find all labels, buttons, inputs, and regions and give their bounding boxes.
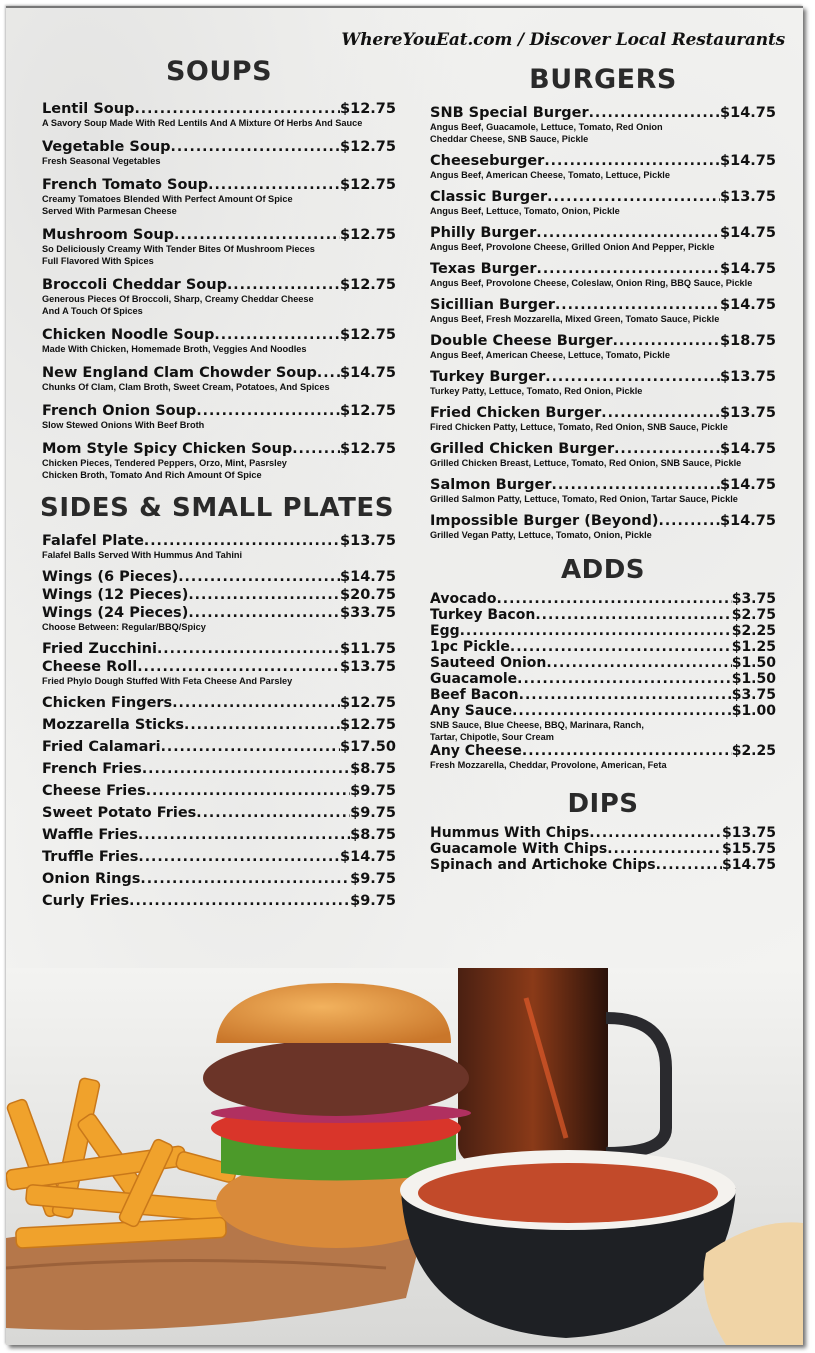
- menu-item-row: [430, 105, 776, 121]
- dot-leader: [317, 365, 340, 381]
- dot-leader: [547, 189, 720, 205]
- dot-leader: [157, 641, 340, 657]
- item-name: Curly Fries: [42, 893, 130, 909]
- item-description: Angus Beef, Fresh Mozzarella, Mixed Green, Tomato Sauce, Pickle: [430, 314, 720, 324]
- item-name: Wings (24 Pieces): [42, 605, 189, 621]
- dot-leader: [161, 739, 340, 755]
- menu-item-row: [42, 659, 396, 675]
- item-description: Chunks Of Clam, Clam Broth, Sweet Cream, Potatoes, And Spices: [42, 382, 330, 392]
- item-name: Impossible Burger (Beyond): [430, 513, 659, 529]
- item-price: $2.25: [731, 743, 776, 759]
- dot-leader: [208, 177, 340, 193]
- dot-leader: [214, 327, 340, 343]
- item-name: Vegetable Soup: [42, 139, 171, 155]
- dot-leader: [144, 533, 340, 549]
- item-price: $1.50: [731, 671, 776, 687]
- menu-item: [42, 277, 396, 317]
- dot-leader: [659, 513, 721, 529]
- menu-item: [430, 369, 776, 397]
- menu-item: [430, 703, 776, 743]
- item-name: Wings (12 Pieces): [42, 587, 189, 603]
- item-price: $9.75: [350, 893, 396, 909]
- menu-item-row: [430, 441, 776, 457]
- menu-item-row: [430, 671, 776, 687]
- item-description: Fried Phylo Dough Stuffed With Feta Cheese And Parsley: [42, 676, 293, 686]
- item-price: $14.75: [720, 261, 776, 277]
- menu-item: [42, 177, 396, 217]
- menu-item-row: [42, 695, 396, 711]
- menu-item: [430, 441, 776, 469]
- menu-item: [42, 533, 396, 561]
- item-price: $3.75: [731, 687, 776, 703]
- item-price: $13.75: [340, 659, 396, 675]
- dot-leader: [134, 101, 340, 117]
- menu-item-row: [42, 403, 396, 419]
- dot-leader: [146, 783, 350, 799]
- item-description: Choose Between: Regular/BBQ/Spicy: [42, 622, 206, 632]
- menu-item: [42, 403, 396, 431]
- dips-title: DIPS: [567, 789, 639, 819]
- item-name: Onion Rings: [42, 871, 141, 887]
- dot-leader: [460, 623, 732, 639]
- item-description: Grilled Chicken Breast, Lettuce, Tomato, Red Onion, SNB Sauce, Pickle: [430, 458, 742, 468]
- dot-leader: [142, 761, 350, 777]
- dot-leader: [614, 441, 720, 457]
- menu-item: [42, 805, 396, 821]
- item-description: Angus Beef, Provolone Cheese, Coleslaw, Onion Ring, BBQ Sauce, Pickle: [430, 278, 753, 288]
- sides-list: [42, 533, 396, 909]
- dot-leader: [613, 333, 720, 349]
- menu-item-row: [42, 327, 396, 343]
- menu-item-row: [42, 441, 396, 457]
- item-name: SNB Special Burger: [430, 105, 589, 121]
- menu-item: [42, 783, 396, 799]
- item-name: Fried Chicken Burger: [430, 405, 602, 421]
- item-description: Angus Beef, American Cheese, Tomato, Lettuce, Pickle: [430, 170, 670, 180]
- menu-item-row: [430, 655, 776, 671]
- item-description: Chicken Pieces, Tendered Peppers, Orzo, Mint, Pasrsley: [42, 458, 287, 468]
- item-price: $12.75: [340, 327, 396, 343]
- item-name: Salmon Burger: [430, 477, 552, 493]
- item-description: Grilled Salmon Patty, Lettuce, Tomato, Red Onion, Tartar Sauce, Pickle: [430, 494, 738, 504]
- item-price: $13.75: [340, 533, 396, 549]
- menu-item-row: [430, 687, 776, 703]
- menu-item-row: [42, 739, 396, 755]
- item-price: $12.75: [340, 403, 396, 419]
- item-price: $9.75: [350, 871, 396, 887]
- dot-leader: [537, 261, 721, 277]
- item-name: Any Sauce: [430, 703, 513, 719]
- menu-item-row: [42, 761, 396, 777]
- item-description: Full Flavored With Spices: [42, 256, 154, 266]
- item-price: $1.00: [731, 703, 776, 719]
- menu-item: [430, 261, 776, 289]
- item-description: Grilled Vegan Patty, Lettuce, Tomato, Onion, Pickle: [430, 530, 652, 540]
- menu-item: [42, 659, 396, 687]
- dot-leader: [519, 687, 732, 703]
- dot-leader: [188, 605, 340, 621]
- menu-item-row: [430, 261, 776, 277]
- item-name: Chicken Noodle Soup: [42, 327, 215, 343]
- dot-leader: [545, 369, 720, 385]
- menu-item-row: [42, 277, 396, 293]
- menu-item-row: [42, 827, 396, 843]
- menu-item: [430, 189, 776, 217]
- menu-item: [42, 227, 396, 267]
- food-photo: [6, 968, 803, 1345]
- item-name: Truffle Fries: [42, 849, 139, 865]
- menu-item: [42, 569, 396, 585]
- dot-leader: [656, 857, 722, 873]
- adds-title: ADDS: [560, 555, 645, 585]
- item-name: Fried Zucchini: [42, 641, 157, 657]
- menu-item-row: [430, 477, 776, 493]
- dot-leader: [227, 277, 340, 293]
- item-price: $2.75: [731, 607, 776, 623]
- item-description: So Deliciously Creamy With Tender Bites Of Mushroom Pieces: [42, 244, 315, 254]
- menu-item: [430, 825, 776, 841]
- menu-item-row: [430, 703, 776, 719]
- menu-item: [42, 587, 396, 603]
- menu-item-row: [42, 871, 396, 887]
- item-description: Angus Beef, Guacamole, Lettuce, Tomato, Red Onion: [430, 122, 663, 132]
- menu-item-row: [430, 225, 776, 241]
- dot-leader: [196, 403, 340, 419]
- left-column: [42, 56, 396, 915]
- item-description: A Savory Soup Made With Red Lentils And A Mixture Of Herbs And Sauce: [42, 118, 363, 128]
- menu-item: [430, 591, 776, 607]
- menu-item-row: [430, 639, 776, 655]
- menu-item-row: [42, 365, 396, 381]
- menu-item-row: [430, 369, 776, 385]
- item-name: Classic Burger: [430, 189, 548, 205]
- dot-leader: [138, 827, 350, 843]
- soups-list: [42, 101, 396, 481]
- dot-leader: [601, 405, 720, 421]
- menu-item: [42, 849, 396, 865]
- item-price: $14.75: [340, 365, 396, 381]
- item-name: Lentil Soup: [42, 101, 135, 117]
- item-name: French Tomato Soup: [42, 177, 209, 193]
- item-description: Angus Beef, Lettuce, Tomato, Onion, Pickle: [430, 206, 620, 216]
- menu-item-row: [430, 153, 776, 169]
- dot-leader: [174, 227, 340, 243]
- item-description: Creamy Tomatoes Blended With Perfect Amount Of Spice: [42, 194, 293, 204]
- item-description: Fired Chicken Patty, Lettuce, Tomato, Red Onion, SNB Sauce, Pickle: [430, 422, 728, 432]
- item-description: Generous Pieces Of Broccoli, Sharp, Creamy Cheddar Cheese: [42, 294, 314, 304]
- menu-item-row: [430, 333, 776, 349]
- item-name: Philly Burger: [430, 225, 537, 241]
- menu-item-row: [42, 783, 396, 799]
- menu-item-row: [430, 825, 776, 841]
- item-price: $33.75: [340, 605, 396, 621]
- dot-leader: [546, 655, 731, 671]
- dot-leader: [522, 743, 732, 759]
- item-description: Cheddar Cheese, SNB Sauce, Pickle: [430, 134, 589, 144]
- dot-leader: [178, 569, 340, 585]
- dot-leader: [536, 225, 720, 241]
- menu-item: [42, 717, 396, 733]
- item-price: $14.75: [340, 569, 396, 585]
- item-price: $1.50: [731, 655, 776, 671]
- item-name: Guacamole: [430, 671, 518, 687]
- menu-item: [42, 893, 396, 909]
- item-price: $2.25: [731, 623, 776, 639]
- menu-item-row: [42, 717, 396, 733]
- item-name: Turkey Bacon: [430, 607, 536, 623]
- menu-item: [430, 857, 776, 873]
- item-name: Sicillian Burger: [430, 297, 555, 313]
- menu-item-row: [42, 605, 396, 621]
- item-price: $1.25: [731, 639, 776, 655]
- dot-leader: [496, 591, 731, 607]
- item-description: Fresh Seasonal Vegetables: [42, 156, 161, 166]
- item-name: Avocado: [430, 591, 497, 607]
- item-description: Served With Parmesan Cheese: [42, 206, 177, 216]
- item-price: $12.75: [340, 695, 396, 711]
- menu-item: [42, 761, 396, 777]
- item-name: Mom Style Spicy Chicken Soup: [42, 441, 293, 457]
- dot-leader: [172, 695, 340, 711]
- menu-item-row: [430, 857, 776, 873]
- menu-item-row: [430, 591, 776, 607]
- item-description: Angus Beef, American Cheese, Lettuce, Tomato, Pickle: [430, 350, 670, 360]
- dot-leader: [589, 105, 720, 121]
- item-price: $13.75: [720, 369, 776, 385]
- menu-item-row: [430, 513, 776, 529]
- item-name: Mushroom Soup: [42, 227, 175, 243]
- menu-item: [430, 655, 776, 671]
- item-price: $18.75: [720, 333, 776, 349]
- item-name: New England Clam Chowder Soup: [42, 365, 317, 381]
- soups-title: SOUPS: [165, 56, 273, 87]
- dot-leader: [140, 871, 350, 887]
- item-name: Cheeseburger: [430, 153, 545, 169]
- item-price: $11.75: [340, 641, 396, 657]
- menu-item: [42, 101, 396, 129]
- item-price: $3.75: [731, 591, 776, 607]
- item-price: $14.75: [720, 441, 776, 457]
- item-name: 1pc Pickle: [430, 639, 510, 655]
- item-name: Double Cheese Burger: [430, 333, 613, 349]
- menu-item: [430, 841, 776, 857]
- item-price: $12.75: [340, 441, 396, 457]
- item-name: Any Cheese: [430, 743, 522, 759]
- menu-item-row: [42, 177, 396, 193]
- item-name: French Onion Soup: [42, 403, 197, 419]
- menu-item-row: [42, 587, 396, 603]
- dot-leader: [555, 297, 720, 313]
- menu-item: [430, 105, 776, 145]
- adds-list: [430, 591, 776, 771]
- dot-leader: [184, 717, 340, 733]
- menu-item: [42, 139, 396, 167]
- dot-leader: [510, 639, 732, 655]
- item-name: Fried Calamari: [42, 739, 161, 755]
- menu-item-row: [430, 743, 776, 759]
- menu-item-row: [430, 607, 776, 623]
- item-description: SNB Sauce, Blue Cheese, BBQ, Marinara, Ranch,: [430, 720, 644, 730]
- item-price: $8.75: [350, 827, 396, 843]
- item-name: Waffle Fries: [42, 827, 138, 843]
- dot-leader: [517, 671, 732, 687]
- dot-leader: [512, 703, 732, 719]
- dips-list: [430, 825, 776, 873]
- item-price: $9.75: [350, 805, 396, 821]
- menu-item-row: [430, 841, 776, 857]
- dot-leader: [137, 659, 340, 675]
- menu-item-row: [430, 405, 776, 421]
- dot-leader: [589, 825, 722, 841]
- menu-item: [430, 607, 776, 623]
- menu-item-row: [430, 297, 776, 313]
- dot-leader: [196, 805, 350, 821]
- item-name: Egg: [430, 623, 460, 639]
- item-description: Made With Chicken, Homemade Broth, Veggies And Noodles: [42, 344, 307, 354]
- menu-item: [430, 743, 776, 771]
- item-name: Guacamole With Chips: [430, 841, 608, 857]
- menu-item: [430, 297, 776, 325]
- dot-leader: [138, 849, 340, 865]
- item-price: $14.75: [720, 225, 776, 241]
- menu-item-row: [42, 849, 396, 865]
- menu-item-row: [42, 569, 396, 585]
- menu-page: [6, 6, 803, 1345]
- menu-item: [430, 405, 776, 433]
- dot-leader: [129, 893, 350, 909]
- item-price: $12.75: [340, 177, 396, 193]
- item-price: $13.75: [720, 189, 776, 205]
- item-name: Wings (6 Pieces): [42, 569, 179, 585]
- item-name: Falafel Plate: [42, 533, 144, 549]
- item-name: Grilled Chicken Burger: [430, 441, 615, 457]
- menu-item: [430, 477, 776, 505]
- item-price: $12.75: [340, 139, 396, 155]
- item-description: Tartar, Chipotle, Sour Cream: [430, 732, 554, 742]
- item-name: Cheese Fries: [42, 783, 146, 799]
- dot-leader: [552, 477, 721, 493]
- item-name: Broccoli Cheddar Soup: [42, 277, 227, 293]
- item-name: Chicken Fingers: [42, 695, 173, 711]
- item-name: Spinach and Artichoke Chips: [430, 857, 656, 873]
- item-price: $14.75: [720, 153, 776, 169]
- item-price: $8.75: [350, 761, 396, 777]
- menu-item-row: [42, 227, 396, 243]
- item-name: Turkey Burger: [430, 369, 546, 385]
- menu-item: [42, 605, 396, 633]
- item-price: $9.75: [350, 783, 396, 799]
- sides-title: SIDES & SMALL PLATES: [40, 493, 395, 523]
- menu-item: [42, 441, 396, 481]
- item-price: $12.75: [340, 277, 396, 293]
- menu-item-row: [42, 101, 396, 117]
- menu-item-row: [42, 139, 396, 155]
- item-description: Falafel Balls Served With Hummus And Tahini: [42, 550, 243, 560]
- item-price: $14.75: [720, 105, 776, 121]
- menu-item-row: [42, 533, 396, 549]
- menu-item: [42, 365, 396, 393]
- item-name: Cheese Roll: [42, 659, 138, 675]
- item-price: $12.75: [340, 227, 396, 243]
- menu-item-row: [430, 623, 776, 639]
- menu-item-row: [430, 189, 776, 205]
- item-price: $14.75: [720, 297, 776, 313]
- item-description: Slow Stewed Onions With Beef Broth: [42, 420, 205, 430]
- menu-item: [42, 641, 396, 657]
- item-price: $12.75: [340, 717, 396, 733]
- site-watermark: WhereYouEat.com / Discover Local Restaurants: [341, 30, 785, 50]
- dot-leader: [292, 441, 340, 457]
- item-name: Texas Burger: [430, 261, 537, 277]
- item-name: Beef Bacon: [430, 687, 519, 703]
- dot-leader: [535, 607, 731, 623]
- menu-item: [430, 153, 776, 181]
- menu-item: [42, 827, 396, 843]
- item-name: Mozzarella Sticks: [42, 717, 185, 733]
- item-description: Fresh Mozzarella, Cheddar, Provolone, American, Feta: [430, 760, 667, 770]
- item-price: $12.75: [340, 101, 396, 117]
- item-price: $17.50: [340, 739, 396, 755]
- menu-item: [430, 671, 776, 687]
- menu-item: [430, 513, 776, 541]
- item-name: Hummus With Chips: [430, 825, 590, 841]
- menu-item: [42, 739, 396, 755]
- right-column: [430, 64, 776, 873]
- item-price: $14.75: [721, 857, 776, 873]
- item-description: And A Touch Of Spices: [42, 306, 143, 316]
- menu-item: [430, 333, 776, 361]
- menu-item-row: [42, 641, 396, 657]
- item-description: Angus Beef, Provolone Cheese, Grilled Onion And Pepper, Pickle: [430, 242, 715, 252]
- item-description: Turkey Patty, Lettuce, Tomato, Red Onion, Pickle: [430, 386, 643, 396]
- dot-leader: [544, 153, 720, 169]
- item-price: $20.75: [340, 587, 396, 603]
- menu-item: [430, 623, 776, 639]
- menu-item-row: [42, 893, 396, 909]
- item-price: $13.75: [721, 825, 776, 841]
- item-name: French Fries: [42, 761, 142, 777]
- menu-item: [42, 871, 396, 887]
- burgers-title: BURGERS: [529, 64, 677, 95]
- item-name: Sauteed Onion: [430, 655, 547, 671]
- burgers-list: [430, 105, 776, 541]
- item-name: Sweet Potato Fries: [42, 805, 197, 821]
- dot-leader: [171, 139, 340, 155]
- dot-leader: [188, 587, 340, 603]
- item-price: $14.75: [340, 849, 396, 865]
- menu-item: [430, 225, 776, 253]
- item-description: Chicken Broth, Tomato And Rich Amount Of Spice: [42, 470, 262, 480]
- menu-item: [42, 327, 396, 355]
- item-price: $13.75: [720, 405, 776, 421]
- menu-item: [430, 687, 776, 703]
- item-price: $14.75: [720, 513, 776, 529]
- menu-item-row: [42, 805, 396, 821]
- item-price: $14.75: [720, 477, 776, 493]
- dot-leader: [607, 841, 722, 857]
- item-price: $15.75: [721, 841, 776, 857]
- menu-item: [430, 639, 776, 655]
- menu-item: [42, 695, 396, 711]
